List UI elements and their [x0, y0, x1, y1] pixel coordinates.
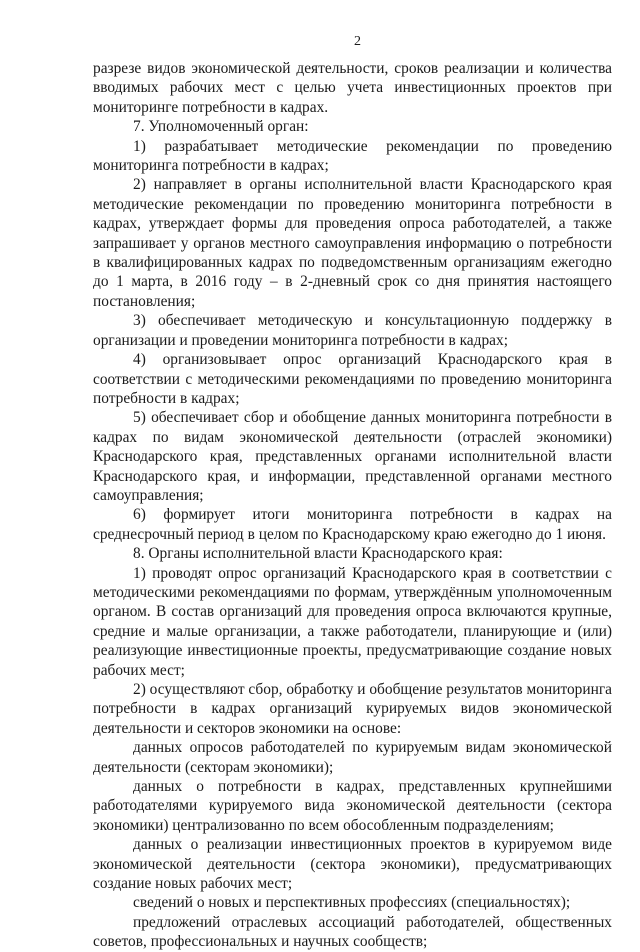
- paragraph: 1) разрабатывает методические рекомендации по проведению мониторинга потребности в кадрах;: [93, 137, 612, 175]
- paragraph: 2) направляет в органы исполнительной власти Краснодарского края методические рекомендации по проведению мониторинга потребности в кадрах, утверждает формы для проведения опроса работодателей, а также запрашивает у органов местного самоуправления информацию о потребности в квалифицированных кадрах по подведомственным организациям ежегодно до 1 марта, в 2016 году – в 2-дневный срок со дня принятия настоящего постановления;: [93, 176, 612, 310]
- paragraph: разрезе видов экономической деятельности, сроков реализации и количества вводимых рабочих мест с целью учета инвестиционных проектов при мониторинге потребности в кадрах.: [93, 60, 612, 116]
- paragraph: 8. Органы исполнительной власти Краснодарского края:: [133, 545, 503, 563]
- paragraph: данных о реализации инвестиционных проектов в курируемом виде экономической деятельности (сектора экономики), предусматривающих создание новых рабочих мест;: [93, 836, 612, 893]
- paragraph: 3) обеспечивает методическую и консультационную поддержку в организации и проведении мониторинга потребности в кадрах;: [93, 312, 612, 349]
- paragraph: 4) организовывает опрос организаций Краснодарского края в соответствии с методическими рекомендациями по проведению мониторинга потребности в кадрах;: [93, 351, 612, 407]
- paragraph: 6) формирует итоги мониторинга потребности в кадрах на среднесрочный период в целом по Краснодарскому краю ежегодно до 1 июня.: [93, 506, 612, 543]
- paragraph: 7. Уполномоченный орган:: [133, 118, 309, 136]
- paragraph: 1) проводят опрос организаций Краснодарского края в соответствии с методическими рекомендациями по формам, утверждённым уполномоченным органом. В состав организаций для проведения опроса включаются крупные, средние и малые организации, а также работодатели, планирующие и (или) реализующие инвестиционные проекты, предусматривающие создание новых рабочих мест;: [93, 564, 612, 679]
- paragraph: данных о потребности в кадрах, представленных крупнейшими работодателями курируемого вида экономической деятельности (сектора экономики) централизованно по всем обособленным подразделениям;: [93, 778, 612, 834]
- paragraph: сведений о новых и перспективных профессиях (специальностях);: [133, 894, 571, 912]
- paragraph: предложений отраслевых ассоциаций работодателей, общественных советов, профессиональных и научных сообществ;: [93, 913, 612, 951]
- document-body: [93, 59, 612, 952]
- paragraph: 5) обеспечивает сбор и обобщение данных мониторинга потребности в кадрах по видам экономической деятельности (отраслей экономики) Краснодарского края, представленных органами исполнительной власти Краснодарского края, и информации, представленной органами местного самоуправления;: [93, 409, 612, 504]
- page-number: 2: [354, 34, 361, 49]
- paragraph: данных опросов работодателей по курируемым видам экономической деятельности (секторам экономики);: [93, 739, 612, 776]
- paragraph: 2) осуществляют сбор, обработку и обобщение результатов мониторинга потребности в кадрах организаций курируемых видов экономической деятельности и секторов экономики на основе:: [93, 681, 612, 737]
